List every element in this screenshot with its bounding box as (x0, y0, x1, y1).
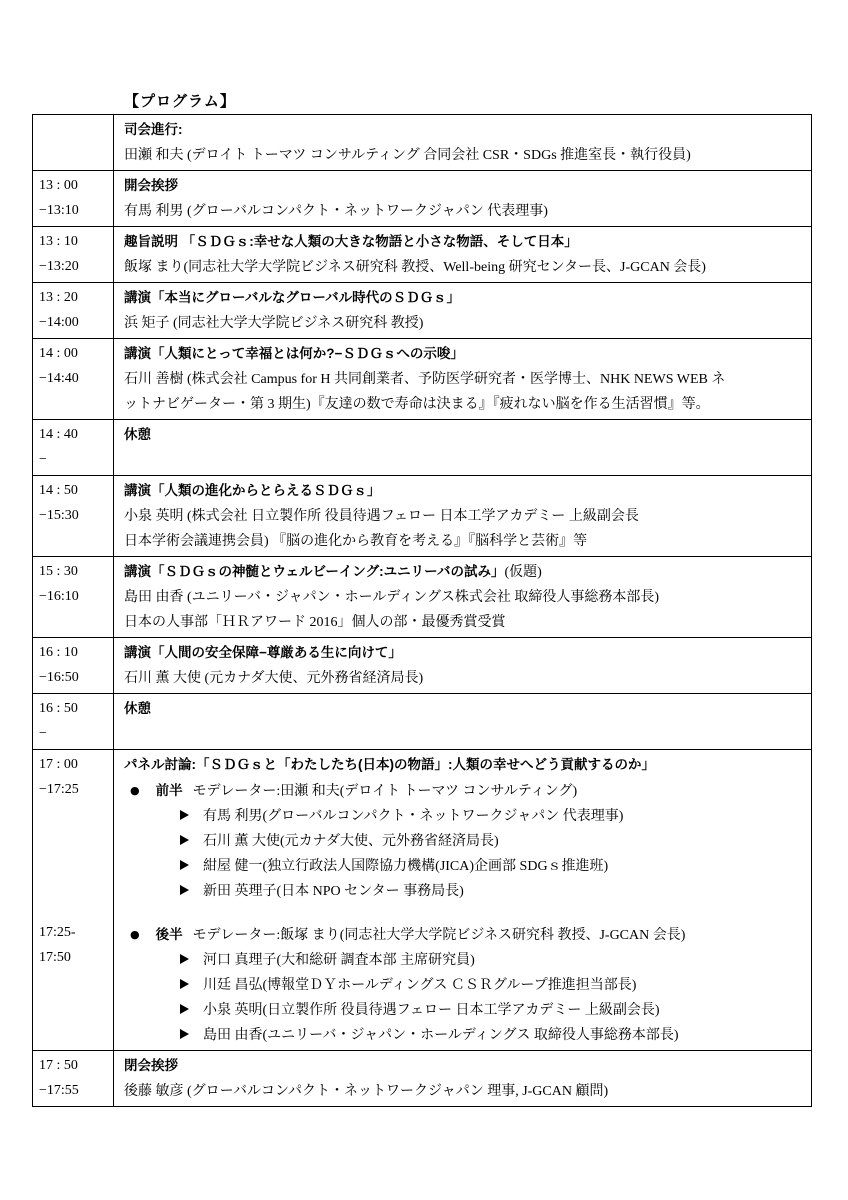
table-row (33, 750, 812, 1051)
time-text: 14 : 50 (39, 483, 78, 498)
arrowhead-bullet-icon (180, 1004, 189, 1014)
content-line (124, 752, 803, 778)
time-cell (33, 694, 114, 750)
session-detail-text: (仮題) (504, 565, 542, 580)
session-title-text: 講演「人類の進化からとらえるＳＤＧｓ」 (124, 483, 381, 498)
content-cell (114, 115, 812, 171)
table-row (33, 1051, 812, 1107)
content-line (124, 529, 803, 554)
content-line (124, 1053, 803, 1079)
session-title-text: 趣旨説明 「ＳＤＧｓ:幸せな人類の大きな物語と小さな物語、そして日本」 (124, 234, 578, 249)
time-text: 13 : 00 (39, 178, 78, 193)
bullet-icon: ● (130, 784, 140, 797)
time-text: 16 : 50 (39, 701, 78, 716)
panel-member-text: 小泉 英明(日立製作所 役員待遇フェロー 日本工学アカデミー 上級副会長) (203, 1003, 660, 1018)
content-line (124, 559, 803, 585)
arrowhead-bullet-icon (180, 835, 189, 845)
time-text: − (39, 726, 47, 741)
panel-member-item (124, 829, 803, 854)
content-line (124, 1079, 803, 1104)
session-detail-text: 飯塚 まり(同志社大学大学院ビジネス研究科 教授、Well-being 研究センター長、J-GCAN 会長) (124, 260, 706, 275)
panel-member-item (124, 948, 803, 973)
arrowhead-bullet-icon (180, 885, 189, 895)
content-cell (114, 1051, 812, 1107)
session-title-text: 閉会挨拶 (124, 1058, 178, 1073)
session-title-text: 開会挨拶 (124, 178, 178, 193)
content-line (124, 478, 803, 504)
table-row (33, 115, 812, 171)
panel-member-text: 有馬 利男(グローバルコンパクト・ネットワークジャパン 代表理事) (203, 809, 624, 824)
panel-member-text: 紺屋 健一(独立行政法人国際協力機構(JICA)企画部 SDGｓ推進班) (203, 859, 609, 874)
session-detail-text: 石川 薫 大使 (元カナダ大使、元外務省経済局長) (124, 671, 424, 686)
session-detail-text: 有馬 利男 (グローバルコンパクト・ネットワークジャパン 代表理事) (124, 204, 548, 219)
time-text: −14:00 (39, 315, 79, 330)
arrowhead-bullet-icon (180, 1029, 189, 1039)
time-cell (33, 115, 114, 171)
content-line (124, 199, 803, 224)
time-text: 14 : 40 (39, 427, 78, 442)
table-row (33, 283, 812, 339)
arrowhead-bullet-icon (180, 810, 189, 820)
panel-member-item (124, 998, 803, 1023)
panel-section-header (124, 922, 803, 948)
time-text: −16:10 (39, 589, 79, 604)
session-title-text: 休憩 (124, 427, 151, 442)
arrowhead-bullet-icon (180, 954, 189, 964)
content-line (124, 610, 803, 635)
content-line (124, 367, 803, 392)
content-cell (114, 638, 812, 694)
content-cell (114, 476, 812, 557)
content-line (124, 229, 803, 255)
time-cell (33, 171, 114, 227)
panel-section-text: モデレーター:飯塚 まり(同志社大学大学院ビジネス研究科 教授、J-GCAN 会長) (192, 928, 686, 943)
content-cell (114, 694, 812, 750)
content-line (124, 143, 803, 168)
table-row (33, 339, 812, 420)
program-table (32, 114, 812, 1107)
time-text: −17:55 (39, 1083, 79, 1098)
panel-member-text: 川廷 昌弘(博報堂ＤＹホールディングス ＣＳＲグループ推進担当部長) (203, 978, 637, 993)
panel-section-header (124, 778, 803, 804)
panel-member-item (124, 804, 803, 829)
time-text: 17 : 50 (39, 1058, 78, 1073)
panel-section-text: モデレーター:田瀬 和夫(デロイト トーマツ コンサルティング) (192, 784, 578, 799)
session-title-text: パネル討論:「ＳＤＧｓと「わたしたち(日本)の物語」:人類の幸せへどう貢献するのか」 (124, 757, 655, 772)
content-line (124, 666, 803, 691)
session-title-text: 講演「本当にグローバルなグローバル時代のＳＤＧｓ」 (124, 290, 461, 305)
time-text: 13 : 20 (39, 290, 78, 305)
content-cell (114, 227, 812, 283)
table-row (33, 420, 812, 476)
time-cell (33, 1051, 114, 1107)
time-text: −13:20 (39, 259, 79, 274)
content-line (124, 311, 803, 336)
session-detail-text: 小泉 英明 (株式会社 日立製作所 役員待遇フェロー 日本工学アカデミー 上級副会長 (124, 509, 639, 524)
panel-member-text: 新田 英理子(日本 NPO センター 事務局長) (203, 884, 464, 899)
session-title-text: 休憩 (124, 701, 151, 716)
time-text: 14 : 00 (39, 346, 78, 361)
session-detail-text: ットナビゲーター・第 3 期生)『友達の数で寿命は決まる』『疲れない脳を作る生活習慣』等。 (124, 397, 710, 412)
time-text-secondary: 17:25- 17:50 (39, 925, 76, 965)
time-text: 15 : 30 (39, 564, 78, 579)
time-text: −14:40 (39, 371, 79, 386)
content-cell (114, 420, 812, 476)
time-text: −16:50 (39, 670, 79, 685)
content-line (124, 504, 803, 529)
content-line (124, 585, 803, 610)
content-cell (114, 557, 812, 638)
panel-member-item (124, 879, 803, 904)
session-title-text: 司会進行: (124, 122, 183, 137)
session-detail-text: 日本学術会議連携会員) 『脳の進化から教育を考える』『脳科学と芸術』等 (124, 534, 588, 549)
panel-member-item (124, 854, 803, 879)
time-text: 13 : 10 (39, 234, 78, 249)
time-text: − (39, 452, 47, 467)
table-row (33, 638, 812, 694)
content-line (124, 640, 803, 666)
time-cell (33, 557, 114, 638)
time-cell (33, 283, 114, 339)
session-title-text: 講演「人間の安全保障−尊厳ある生に向けて」 (124, 645, 402, 660)
arrowhead-bullet-icon (180, 860, 189, 870)
content-line (124, 255, 803, 280)
content-line (124, 696, 803, 722)
session-detail-text: 島田 由香 (ユニリーバ・ジャパン・ホールディングス株式会社 取締役人事総務本部長) (124, 590, 660, 605)
content-cell (114, 283, 812, 339)
time-cell (33, 476, 114, 557)
content-line (124, 285, 803, 311)
panel-member-text: 河口 真理子(大和総研 調査本部 主席研究員) (203, 953, 475, 968)
content-line (124, 722, 803, 747)
session-title-text: 講演「人類にとって幸福とは何か?−ＳＤＧｓへの示唆」 (124, 346, 464, 361)
time-cell (33, 227, 114, 283)
session-detail-text: 田瀬 和夫 (デロイト トーマツ コンサルティング 合同会社 CSR・SDGs 推進室長・執行役員) (124, 148, 691, 163)
panel-member-item (124, 1023, 803, 1048)
panel-section-label: 前半 (155, 783, 183, 798)
content-cell (114, 339, 812, 420)
session-detail-text: 後藤 敏彦 (グローバルコンパクト・ネットワークジャパン 理事, J-GCAN 顧問) (124, 1084, 609, 1099)
page-title: 【プログラム】 (124, 93, 236, 110)
time-text: 17 : 00 (39, 757, 78, 772)
time-text: −13:10 (39, 203, 79, 218)
session-title-text: 講演「ＳＤＧｓの神髄とウェルビーイング:ユニリーバの試み」 (124, 564, 505, 579)
content-line (124, 173, 803, 199)
session-detail-text: 日本の人事部「ＨＲアワード 2016」個人の部・最優秀賞受賞 (124, 615, 506, 630)
panel-member-item (124, 973, 803, 998)
time-cell (33, 638, 114, 694)
content-line (124, 422, 803, 448)
content-cell (114, 171, 812, 227)
time-text: −15:30 (39, 508, 79, 523)
session-detail-text: 石川 善樹 (株式会社 Campus for H 共同創業者、予防医学研究者・医学博士、NHK NEWS WEB ネ (124, 372, 726, 387)
spacer (124, 904, 803, 922)
table-row (33, 476, 812, 557)
content-line (124, 341, 803, 367)
bullet-icon: ● (130, 928, 140, 941)
table-row (33, 557, 812, 638)
time-cell (33, 750, 114, 1051)
time-text: 16 : 10 (39, 645, 78, 660)
table-row (33, 694, 812, 750)
table-row (33, 227, 812, 283)
content-cell (114, 750, 812, 1051)
time-text: −17:25 (39, 782, 79, 797)
panel-section-label: 後半 (155, 927, 183, 942)
panel-member-text: 石川 薫 大使(元カナダ大使、元外務省経済局長) (203, 834, 499, 849)
content-line (124, 448, 803, 473)
table-row (33, 171, 812, 227)
arrowhead-bullet-icon (180, 979, 189, 989)
content-line (124, 392, 803, 417)
session-detail-text: 浜 矩子 (同志社大学大学院ビジネス研究科 教授) (124, 316, 424, 331)
time-cell (33, 339, 114, 420)
panel-member-text: 島田 由香(ユニリーバ・ジャパン・ホールディングス 取締役人事総務本部長) (203, 1028, 679, 1043)
time-cell (33, 420, 114, 476)
content-line (124, 117, 803, 143)
